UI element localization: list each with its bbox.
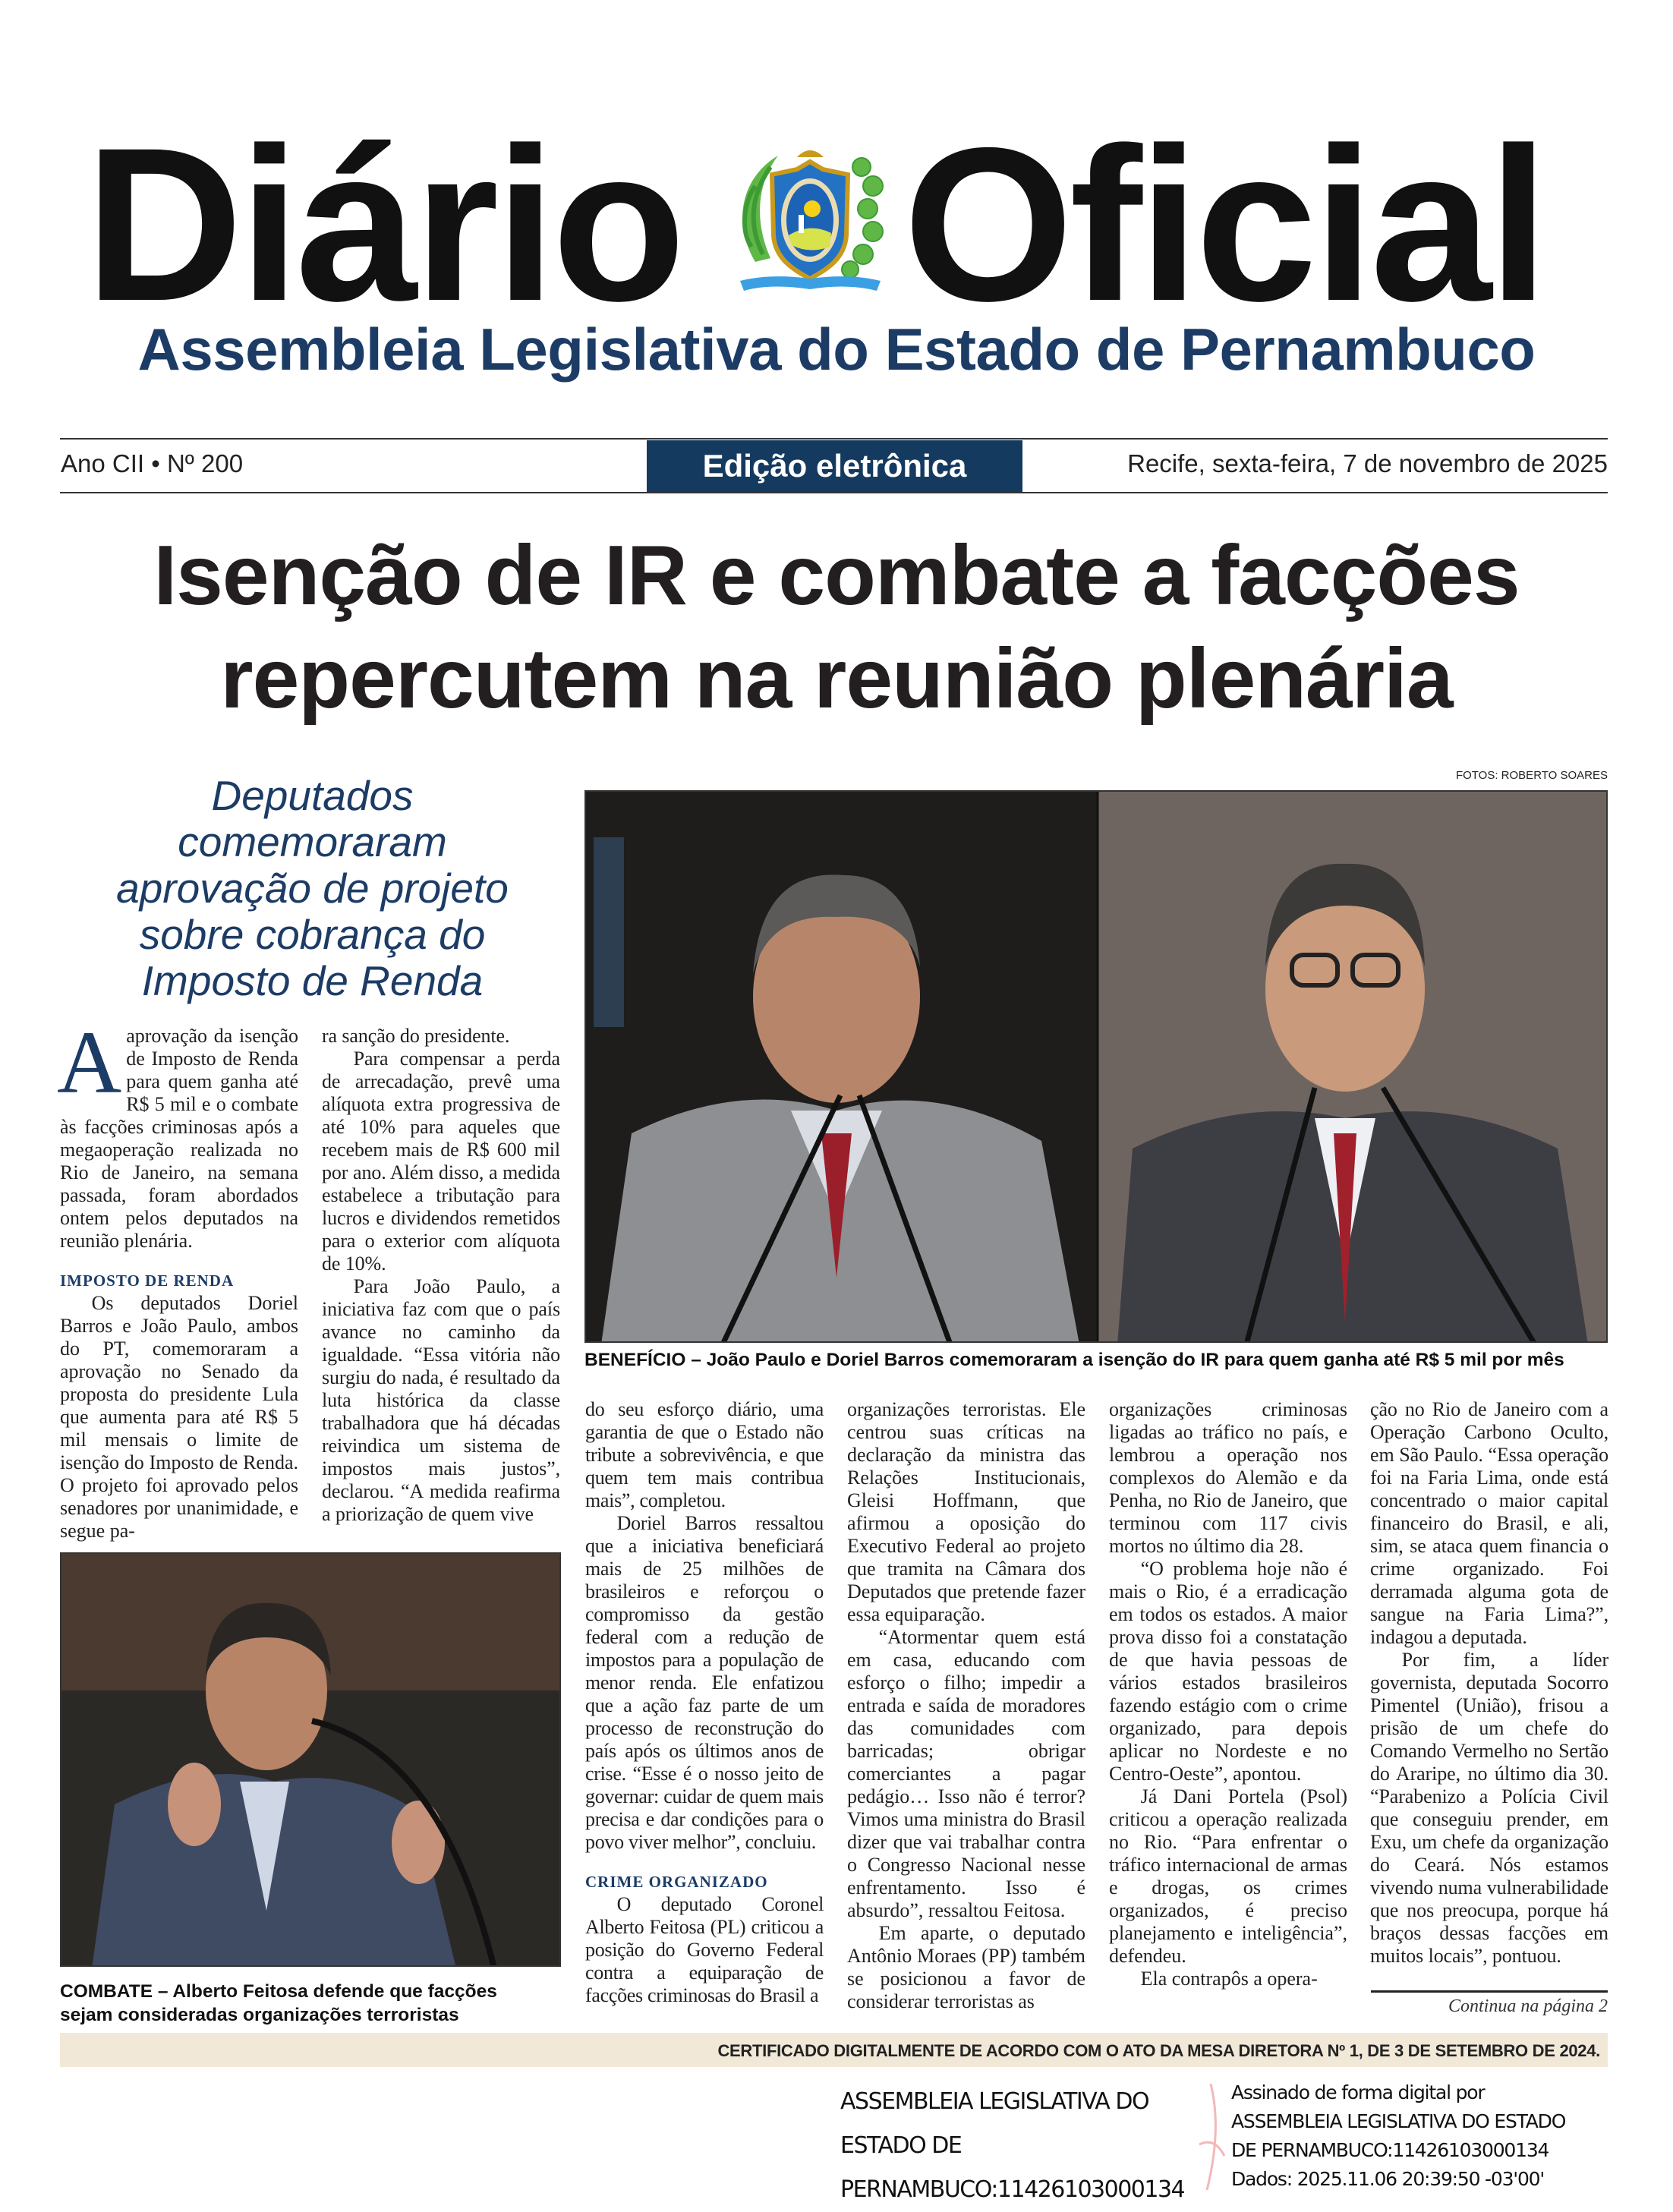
article-paragraph: Para João Paulo, a iniciativa faz com que o país avance no caminho da igualdade. “Essa vitória não surgiu do nada, é resultado da luta histórica da classe trabalhadora que há décadas reivindica um sistema de impostos mais justos”, declarou. “A medida reafirma a priorização de quem vive	[322, 1275, 560, 1525]
masthead-title-right: Oficial	[903, 102, 1545, 347]
headline	[0, 524, 1673, 730]
signature-line: ESTADO DE	[840, 2132, 962, 2159]
article-paragraph: Em aparte, o deputado Antônio Moraes (PP) também se posicionou a favor de considerar terroristas as	[847, 1922, 1085, 2012]
article-paragraph: “Atormentar quem está em casa, educando com esforço o filho; impedir a entrada e saída de moradores das comunidades com barricadas; obrigar comerciantes a pagar pedágio… Isso não é terror? Vimos uma ministra do Brasil dizer que vai trabalhar contra o Congresso Nacional nesse enfrentamento. Isso é absurdo”, ressaltou Feitosa.	[847, 1626, 1085, 1921]
headline-line: repercutem na reunião plenária	[220, 632, 1453, 726]
article-column-3	[585, 1398, 824, 2007]
divider	[1371, 1990, 1608, 1993]
article-paragraph: “O problema hoje não é mais o Rio, é a erradicação em todos os estados. A maior prova disso foi a constatação de que havia pessoas de vários estados brasileiros fazendo estágio com o crime organizado, para depois aplicar no Nordeste e no Centro-Oeste”, apontou.	[1109, 1558, 1347, 1785]
deck-line: Deputados	[211, 772, 414, 819]
article-paragraph: organizações criminosas ligadas ao tráfico no país, e lembrou a operação nos complexos do Alemão e da Penha, no Rio de Janeiro, que terminou com 117 civis mortos no último dia 28.	[1109, 1398, 1347, 1557]
caption-line: sejam consideradas organizações terroristas	[60, 2005, 459, 2025]
deck-line: aprovação de projeto	[116, 865, 509, 912]
signature-line: PERNAMBUCO:11426103000134	[840, 2176, 1185, 2203]
signature-details	[1231, 2078, 1565, 2194]
coat-of-arms-emblem	[725, 133, 896, 300]
deck-line: comemoraram	[178, 818, 447, 865]
article-column-2	[322, 1025, 560, 1526]
signature-detail-line: Dados: 2025.11.06 20:39:50 -03'00'	[1231, 2168, 1545, 2190]
section-subhead: IMPOSTO DE RENDA	[60, 1271, 235, 1290]
main-photo-caption: BENEFÍCIO – João Paulo e Doriel Barros comemoraram a isenção do IR para quem ganha até R$ 5 mil por mês	[584, 1350, 1564, 1370]
article-paragraph: Os deputados Doriel Barros e João Paulo, ambos do PT, comemoraram a aprovação no Senado da proposta do presidente Lula que aumenta para até R$ 5 mil mensais o limite de isenção do Imposto de Renda. O projeto foi aprovado pelos senadores por unanimidade, e segue pa-	[60, 1292, 298, 1542]
article-paragraph: Já Dani Portela (Psol) criticou a operação realizada no Rio. “Para enfrentar o tráfico internacional de armas e drogas, os crimes organizados, é preciso planejamento e inteligência”, defendeu.	[1109, 1785, 1347, 1967]
article-column-5	[1109, 1398, 1347, 1990]
section-subhead: CRIME ORGANIZADO	[585, 1873, 768, 1891]
main-photo	[584, 790, 1608, 1343]
signature-mark-icon	[1196, 2084, 1226, 2193]
article-paragraph: Para compensar a perda de arrecadação, prevê uma alíquota extra progressiva de até 10% para aqueles que recebem mais de R$ 600 mil por ano. Além disso, a medida estabelece a tributação para lucros e dividendos remetidos para o exterior com alíquota de 10%.	[322, 1048, 560, 1275]
article-paragraph: Ela contrapôs a opera-	[1140, 1968, 1318, 1990]
masthead-title-left: Diário	[85, 102, 682, 347]
signature-line: ASSEMBLEIA LEGISLATIVA DO	[840, 2088, 1149, 2115]
deck-line: sobre cobrança do	[139, 911, 486, 958]
headline-line: Isenção de IR e combate a facções	[153, 528, 1520, 622]
certification-band: CERTIFICADO DIGITALMENTE DE ACORDO COM O ATO DA MESA DIRETORA Nº 1, DE 3 DE SETEMBRO DE 2024.	[60, 2033, 1608, 2067]
article-paragraph: organizações terroristas. Ele centrou suas críticas na declaração da ministra das Relações Institucionais, Gleisi Hoffmann, que afirmou a oposição do Executivo Federal ao projeto que tramita na Câmara dos Deputados que pretende fazer essa equiparação.	[847, 1398, 1085, 1625]
side-photo	[60, 1552, 561, 1967]
signature-detail-line: ASSEMBLEIA LEGISLATIVA DO ESTADO	[1231, 2110, 1566, 2132]
article-paragraph: aprovação da isenção de Imposto de Renda para quem ganha até R$ 5 mil e o combate às facções criminosas após a megaoperação realizada no Rio de Janeiro, na semana passada, foram abordados ontem pelos deputados na reunião plenária.	[60, 1025, 298, 1252]
article-paragraph: Doriel Barros ressaltou que a iniciativa beneficiará mais de 25 milhões de brasileiros e reforçou o compromisso da gestão federal com a redução de impostos para a população de menor renda. Ele enfatizou que a ação faz parte de um processo de reconstrução do país após os últimos anos de crise. “Esse é o nosso jeito de governar: cuidar de quem mais precisa e dar condições para o povo viver melhor”, concluiu.	[585, 1512, 824, 1853]
drop-cap: A	[57, 1013, 122, 1112]
edition-label: Edição eletrônica	[647, 440, 1022, 492]
signature-detail-line: DE PERNAMBUCO:11426103000134	[1231, 2139, 1549, 2161]
caption-line: COMBATE – Alberto Feitosa defende que facções	[60, 1981, 497, 2002]
signature-name	[840, 2080, 1184, 2212]
masthead-subtitle: Assembleia Legislativa do Estado de Pernambuco	[137, 316, 1536, 383]
continues-link[interactable]: Continua na página 2	[1448, 1996, 1608, 2016]
divider	[60, 438, 1608, 440]
deck-line: Imposto de Renda	[141, 957, 484, 1004]
article-paragraph: do seu esforço diário, uma garantia de que o Estado não tribute a sobrevivência, e que quem tem mais contribua mais”, completou.	[585, 1398, 824, 1511]
deck	[60, 773, 565, 1004]
divider	[60, 492, 1608, 493]
article-paragraph: ra sanção do presidente.	[322, 1025, 510, 1047]
issue-number: Ano CII • Nº 200	[61, 449, 244, 477]
side-photo-caption	[60, 1980, 576, 2027]
article-column-1	[57, 1013, 298, 1542]
signature-detail-line: Assinado de forma digital por	[1231, 2081, 1485, 2103]
article-paragraph: Por fim, a líder governista, deputada Socorro Pimentel (União), frisou a prisão de um chefe do Comando Vermelho no Sertão do Araripe, no último dia 30. “Parabenizo a Polícia Civil que conseguiu prender, em Exu, um chefe da organização do Ceará. Nós estamos vivendo numa vulnerabilidade que nos preocupa, porque há braços dessas facções em muitos locais”, pontuou.	[1370, 1649, 1608, 1967]
article-paragraph: O deputado Coronel Alberto Feitosa (PL) criticou a posição do Governo Federal contra a equiparação de facções criminosas do Brasil a	[585, 1893, 824, 2006]
photo-credit: FOTOS: ROBERTO SOARES	[1455, 769, 1608, 782]
article-paragraph: ção no Rio de Janeiro com a Operação Carbono Oculto, em São Paulo. “Essa operação foi na Faria Lima, onde está concentrado o maior capital financeiro do Brasil, e ali, sim, se ataca quem financia o crime organizado. Foi derramada alguma gota de sangue na Faria Lima?”, indagou a deputada.	[1370, 1398, 1608, 1648]
edition-date: Recife, sexta-feira, 7 de novembro de 2025	[1127, 449, 1608, 477]
article-column-4	[847, 1398, 1085, 2013]
article-column-6	[1370, 1398, 1608, 1968]
